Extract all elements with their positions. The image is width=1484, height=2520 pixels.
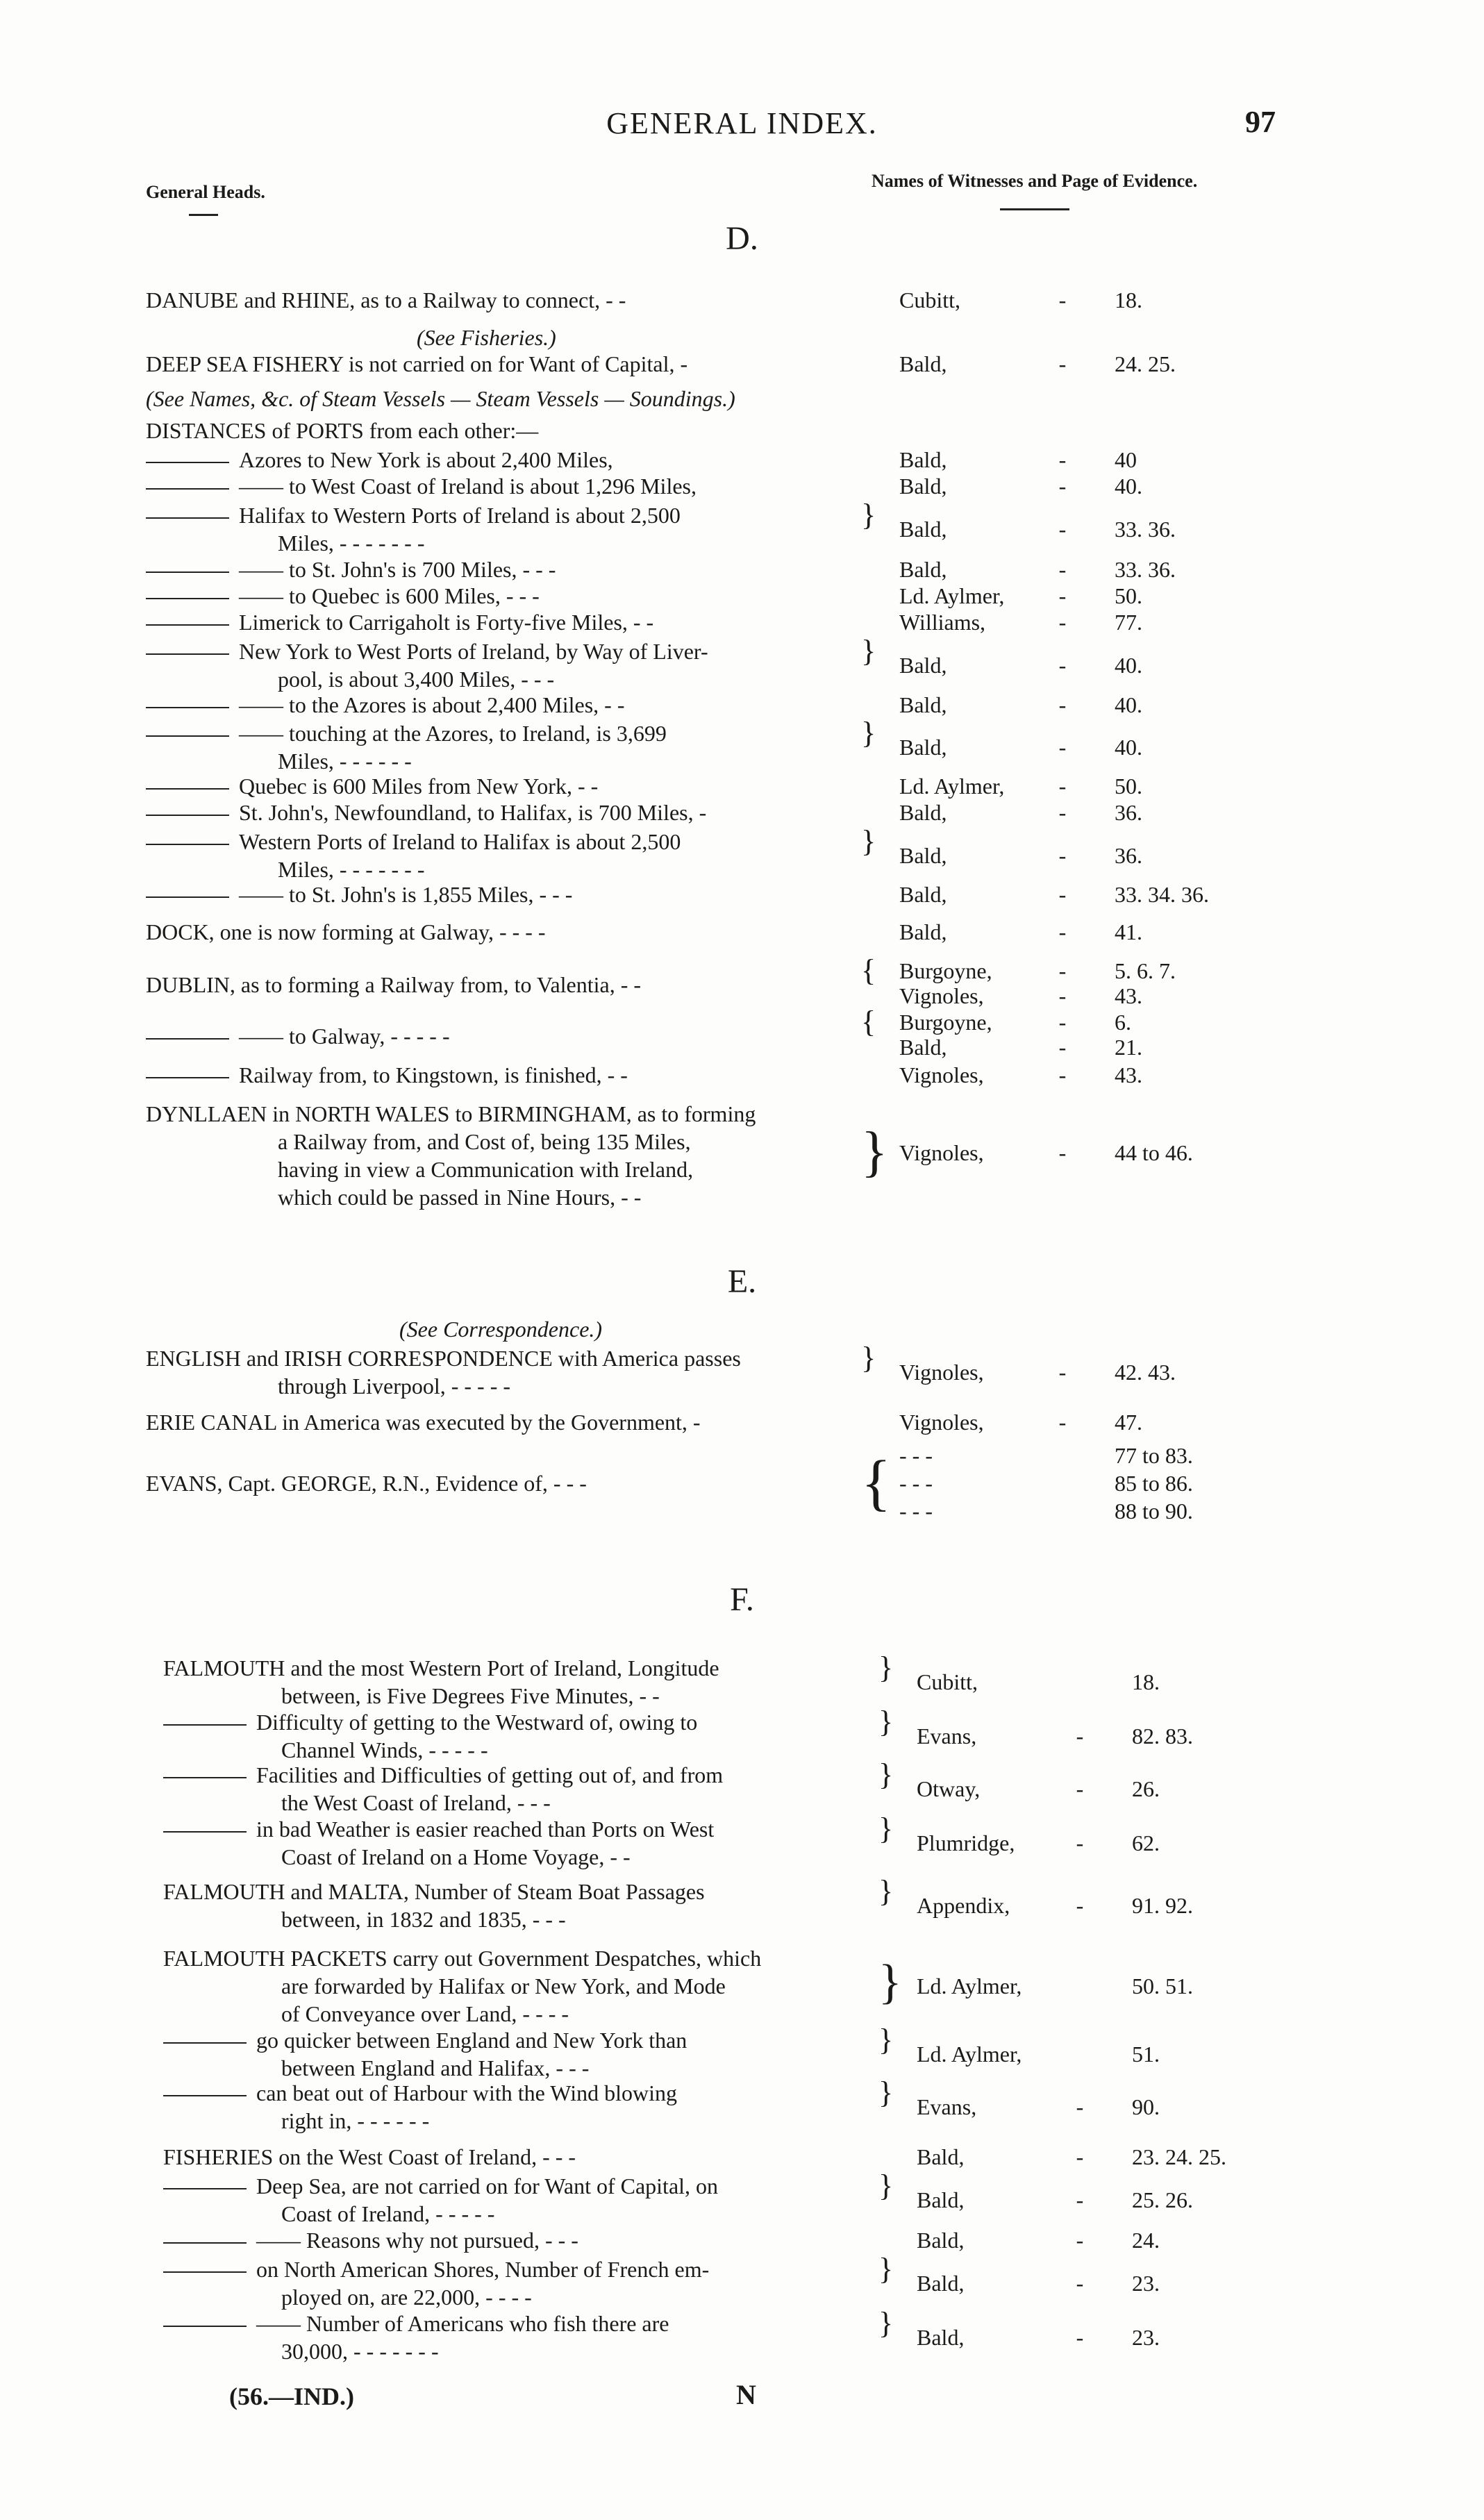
entry-text-cont: between England and Halifax, - - -	[281, 2055, 590, 2080]
entry-pages: 23. 24. 25.	[1132, 2144, 1226, 2169]
entry-text: Halifax to Western Ports of Ireland is about 2,500	[239, 503, 681, 528]
entry-text: FALMOUTH PACKETS carry out Government Despatches, which	[163, 1946, 762, 1971]
entry-text-cont: through Liverpool, - - - - -	[278, 1374, 511, 1399]
entry-witness: - - -	[899, 1471, 933, 1496]
entry-witness: Bald,	[899, 919, 947, 944]
entry-text: FISHERIES on the West Coast of Ireland, - - -	[163, 2144, 576, 2169]
entry-text: DUBLIN, as to forming a Railway from, to Valentia, - -	[146, 972, 642, 997]
entry-text: FALMOUTH and MALTA, Number of Steam Boat Passages	[163, 1879, 705, 1904]
entry-text: EVANS, Capt. GEORGE, R.N., Evidence of, - - -	[146, 1471, 587, 1496]
entry-pages: 23.	[1132, 2271, 1160, 2296]
entry-text: —— to the Azores is about 2,400 Miles, - -	[239, 692, 625, 717]
entry-witness: Burgoyne,	[899, 1010, 992, 1035]
entry-witness: Burgoyne,	[899, 958, 992, 983]
entry-text: in bad Weather is easier reached than Ports on West	[256, 1817, 715, 1842]
entry-text-cont: a Railway from, and Cost of, being 135 Miles,	[278, 1129, 691, 1154]
entry-witness: Ld. Aylmer,	[899, 583, 1005, 608]
entry-witness: Bald,	[899, 447, 947, 472]
entry-text: ERIE CANAL in America was executed by the Government, -	[146, 1410, 701, 1435]
entry-pages: 26.	[1132, 1776, 1160, 1801]
entry-witness: Bald,	[899, 882, 947, 907]
entry-text-cont: right in, - - - - - -	[281, 2108, 430, 2133]
entry-text: DOCK, one is now forming at Galway, - - - -	[146, 919, 546, 944]
entry-text-cont: having in view a Communication with Ireland,	[278, 1157, 694, 1182]
entry-witness: Plumridge,	[917, 1830, 1015, 1855]
entry-pages: 23.	[1132, 2325, 1160, 2350]
entry-text: —— to Galway, - - - - -	[239, 1024, 450, 1049]
entry-pages: 41.	[1115, 919, 1142, 944]
entry-witness: Bald,	[917, 2228, 965, 2253]
entry-witness: Bald,	[899, 474, 947, 499]
entry-witness: Vignoles,	[899, 983, 984, 1008]
page-title: GENERAL INDEX.	[606, 106, 878, 140]
entry-text-cont: Miles, - - - - - - -	[278, 857, 425, 882]
entry-pages: 40.	[1115, 692, 1142, 717]
entry-text: FALMOUTH and the most Western Port of Ireland, Longitude	[163, 1655, 719, 1680]
entry-text-cont: of Conveyance over Land, - - - -	[281, 2001, 569, 2026]
section-letter-d: D.	[726, 220, 758, 257]
entry-witness: Bald,	[917, 2187, 965, 2212]
entry-witness: Ld. Aylmer,	[899, 774, 1005, 799]
entry-witness: Otway,	[917, 1776, 981, 1801]
entry-text-cont: between, in 1832 and 1835, - - -	[281, 1907, 566, 1932]
entry-text: ENGLISH and IRISH CORRESPONDENCE with America passes	[146, 1346, 741, 1371]
entry-pages: 44 to 46.	[1115, 1140, 1193, 1165]
entry-witness: Bald,	[917, 2144, 965, 2169]
entry-pages: 6.	[1115, 1010, 1131, 1035]
entry-text-cont: 30,000, - - - - - - -	[281, 2339, 439, 2364]
entry-text: DISTANCES of PORTS from each other:—	[146, 418, 539, 443]
entry-pages: 50.	[1115, 774, 1142, 799]
entry-text: New York to West Ports of Ireland, by Way of Liver-	[239, 639, 708, 664]
entry-pages: 24.	[1132, 2228, 1160, 2253]
entry-pages: 85 to 86.	[1115, 1471, 1193, 1496]
entry-text: DEEP SEA FISHERY is not carried on for Want of Capital, -	[146, 351, 688, 376]
entry-text: go quicker between England and New York than	[256, 2028, 687, 2053]
entry-pages: 24. 25.	[1115, 351, 1176, 376]
entry-witness: Vignoles,	[899, 1062, 984, 1087]
entry-witness: Williams,	[899, 610, 986, 635]
entry-witness: Cubitt,	[899, 287, 961, 312]
section-letter-f: F.	[730, 1581, 754, 1618]
entry-pages: 43.	[1115, 1062, 1142, 1087]
entry-witness: Vignoles,	[899, 1140, 984, 1165]
entry-pages: 40.	[1115, 474, 1142, 499]
entry-text-cont: Miles, - - - - - - -	[278, 531, 425, 556]
entry-text: —— to Quebec is 600 Miles, - - -	[239, 583, 540, 608]
entry-pages: 43.	[1115, 983, 1142, 1008]
cross-reference: (See Fisheries.)	[417, 325, 556, 350]
entry-text-cont: Miles, - - - - - -	[278, 749, 412, 774]
entry-pages: 47.	[1115, 1410, 1142, 1435]
entry-text-cont: ployed on, are 22,000, - - - -	[281, 2285, 532, 2310]
cross-reference: (See Correspondence.)	[399, 1317, 603, 1342]
entry-pages: 5. 6. 7.	[1115, 958, 1176, 983]
entry-witness: Bald,	[899, 517, 947, 542]
entry-text: Western Ports of Ireland to Halifax is about 2,500	[239, 829, 681, 854]
entry-witness: Vignoles,	[899, 1410, 984, 1435]
entry-text: Deep Sea, are not carried on for Want of Capital, on	[256, 2173, 719, 2198]
entry-witness: Ld. Aylmer,	[917, 2042, 1022, 2067]
entry-pages: 25. 26.	[1132, 2187, 1193, 2212]
entry-witness: Bald,	[917, 2271, 965, 2296]
entry-pages: 88 to 90.	[1115, 1499, 1193, 1524]
entry-text-cont: which could be passed in Nine Hours, - -	[278, 1185, 642, 1210]
entry-text: —— Number of Americans who fish there are	[256, 2311, 669, 2336]
footer-code: (56.—IND.)	[229, 2383, 354, 2410]
entry-text: Quebec is 600 Miles from New York, - -	[239, 774, 599, 799]
entry-text: —— Reasons why not pursued, - - -	[256, 2228, 578, 2253]
entry-pages: 91. 92.	[1132, 1893, 1193, 1918]
entry-text: Facilities and Difficulties of getting out of, and from	[256, 1762, 724, 1787]
entry-witness: Bald,	[899, 557, 947, 582]
entry-witness: Bald,	[917, 2325, 965, 2350]
page-number: 97	[1245, 105, 1276, 139]
entry-pages: 40.	[1115, 735, 1142, 760]
entry-witness: Bald,	[899, 1035, 947, 1060]
entry-text: Azores to New York is about 2,400 Miles,	[239, 447, 613, 472]
entry-witness: - - -	[899, 1499, 933, 1524]
entry-witness: Bald,	[899, 843, 947, 868]
entry-witness: Bald,	[899, 692, 947, 717]
entry-text: on North American Shores, Number of French em-	[256, 2257, 710, 2282]
entry-pages: 40.	[1115, 653, 1142, 678]
entry-witness: Vignoles,	[899, 1360, 984, 1385]
entry-pages: 36.	[1115, 800, 1142, 825]
entry-witness: Bald,	[899, 653, 947, 678]
entry-pages: 62.	[1132, 1830, 1160, 1855]
header-rule-right	[1000, 208, 1069, 210]
entry-text: —— to St. John's is 1,855 Miles, - - -	[239, 882, 573, 907]
entry-pages: 33. 36.	[1115, 557, 1176, 582]
entry-text: —— touching at the Azores, to Ireland, is 3,699	[239, 721, 667, 746]
entry-witness: Bald,	[899, 735, 947, 760]
entry-pages: 36.	[1115, 843, 1142, 868]
entry-text-cont: Channel Winds, - - - - -	[281, 1737, 488, 1762]
entry-witness: Appendix,	[917, 1893, 1010, 1918]
entry-witness: Ld. Aylmer,	[917, 1974, 1022, 1999]
entry-text: —— to West Coast of Ireland is about 1,296 Miles,	[239, 474, 697, 499]
entry-text: Difficulty of getting to the Westward of, owing to	[256, 1710, 698, 1735]
entry-text: Railway from, to Kingstown, is finished, - -	[239, 1062, 628, 1087]
header-rule-left	[189, 214, 218, 216]
entry-pages: 77 to 83.	[1115, 1443, 1193, 1468]
entry-witness: Evans,	[917, 2094, 977, 2119]
entry-pages: 33. 36.	[1115, 517, 1176, 542]
entry-pages: 77.	[1115, 610, 1142, 635]
entry-pages: 90.	[1132, 2094, 1160, 2119]
entry-text-cont: between, is Five Degrees Five Minutes, - -	[281, 1683, 660, 1708]
column-header-witnesses: Names of Witnesses and Page of Evidence.	[872, 171, 1198, 191]
entry-pages: 18.	[1132, 1669, 1160, 1694]
entry-pages: 82. 83.	[1132, 1724, 1193, 1749]
entry-text-cont: are forwarded by Halifax or New York, and Mode	[281, 1974, 726, 1999]
entry-text: DYNLLAEN in NORTH WALES to BIRMINGHAM, as to forming	[146, 1101, 756, 1126]
entry-text: can beat out of Harbour with the Wind blowing	[256, 2080, 677, 2105]
entry-text: DANUBE and RHINE, as to a Railway to connect, - -	[146, 287, 626, 312]
entry-witness: - - -	[899, 1443, 933, 1468]
section-letter-e: E.	[727, 1263, 757, 1300]
footer-signature: N	[736, 2379, 756, 2410]
entry-witness: Cubitt,	[917, 1669, 978, 1694]
entry-text-cont: Coast of Ireland on a Home Voyage, - -	[281, 1844, 631, 1869]
entry-text-cont: the West Coast of Ireland, - - -	[281, 1790, 551, 1815]
entry-pages: 50.	[1115, 583, 1142, 608]
entry-pages: 40	[1115, 447, 1137, 472]
entry-text-cont: Coast of Ireland, - - - - -	[281, 2201, 495, 2226]
entry-pages: 33. 34. 36.	[1115, 882, 1209, 907]
entry-text: —— to St. John's is 700 Miles, - - -	[239, 557, 556, 582]
entry-pages: 51.	[1132, 2042, 1160, 2067]
entry-text: Limerick to Carrigaholt is Forty-five Miles, - -	[239, 610, 654, 635]
entry-pages: 42. 43.	[1115, 1360, 1176, 1385]
cross-reference: (See Names, &c. of Steam Vessels — Steam Vessels — Soundings.)	[146, 386, 735, 411]
entry-pages: 18.	[1115, 287, 1142, 312]
entry-witness: Evans,	[917, 1724, 977, 1749]
entry-text-cont: pool, is about 3,400 Miles, - - -	[278, 667, 555, 692]
entry-pages: 50. 51.	[1132, 1974, 1193, 1999]
entry-witness: Bald,	[899, 351, 947, 376]
entry-pages: 21.	[1115, 1035, 1142, 1060]
column-header-general-heads: General Heads.	[146, 182, 265, 202]
index-page: GENERAL INDEX. 97 General Heads. Names of Witnesses and Page of Evidence. D. DANUBE and RHINE, as to a Railway to connect, - - Cubitt, - 18. (See Fisheries.) DEEP SEA FISHERY is not carried on for Want of Capital, - Bald, - 24. 25. (See Names, &c. of Steam Vessels — Steam Vessels — Soundings.) DISTANCES of PORTS from each other:— Azores to New York is about 2,400 Miles, Bald, - 40 —— to West Coast of Ireland is about 1,296 Miles, Bald, - 40. Halifax to Western Ports of Ireland is about 2,500 Miles, - - - - - - - } Bald, - 33. 36. —— to St. John's is 700 Miles, - - - Bald, - 33. 36. —— to Quebec is 600 Miles, - - - Ld. Aylmer, - 50. Limerick to Carrigaholt is Forty-five Miles, - - Williams, - 77. New York to West Ports of Ireland, by Way of Liver- pool, is about 3,400 Miles, - - - } Bald, - 40. —— to the Azores is about 2,400 Miles, - - Bald, - 40. —— touching at the Azores, to Ireland, is 3,699 Miles, - - - - - - } Bald, - 40. Quebec is 600 Miles from New York, - - Ld. Aylmer, - 50. St. John's, Newfoundland, to Halifax, is 700 Miles, - Bald, - 36. Western Ports of Ireland to Halifax is about 2,500 Miles, - - - - - - - } Bald, - 36. —— to St. John's is 1,855 Miles, - - - Bald, - 33. 34. 36. DOCK, one is now forming at Galway, - - - - Bald, - 41. DUBLIN, as to forming a Railway from, to Valentia, - - { Burgoyne, - 5. 6. 7. Vignoles, - 43. —— to Galway, - - - - - { Burgoyne, - 6. Bald, - 21. Railway from, to Kingstown, is finished, - - Vignoles, - 43. DYNLLAEN in NORTH WALES to BIRMINGHAM, as to forming a Railway from, and Cost of, being 135 Miles, having in view a Communication with Ireland, which could be passed in Nine Hours, - - } Vignoles, - 44 to 46. E. (See Correspondence.) ENGLISH and IRISH CORRESPONDENCE with America passes through Liverpool, - - - - - } Vignoles, - 42. 43. ERIE CANAL in America was executed by the Government, - Vignoles, - 47. - - - 77 to 83. EVANS, Capt. GEORGE, R.N., Evidence of, - - - { - - - 85 to 86. - - - 88 to 90. F. FALMOUTH and the most Western Port of Ireland, Longitude between, is Five Degrees Five Minutes, - - } Cubitt, 18. Difficulty of getting to the Westward of, owing to Channel Winds, - - - - - } Evans, - 82. 83. Facilities and Difficulties of getting out of, and from the West Coast of Ireland, - - - } Otway, - 26. in bad Weather is easier reached than Ports on West Coast of Ireland on a Home Voyage, - - } Plumridge, - 62. FALMOUTH and MALTA, Number of Steam Boat Passages between, in 1832 and 1835, - - - } Appendix, - 91. 92. FALMOUTH PACKETS carry out Government Despatches, which are forwarded by Halifax or New York, and Mode of Conveyance over Land, - - - - } Ld. Aylmer, 50. 51. go quicker between England and New York than between England and Halifax, - - - } Ld. Aylmer, 51. can beat out of Harbour with the Wind blowing right in, - - - - - - } Evans, - 90. FISHERIES on the West Coast of Ireland, - - - Bald, - 23. 24. 25. Deep Sea, are not carried on for Want of Capital, on Coast of Ireland, - - - - - } Bald, - 25. 26. —— Reasons why not pursued, - - - Bald, - 24. on North American Shores, Number of French em- ployed on, are 22,000, - - - - } Bald, - 23. —— Number of Americans who fish there are 30,000, - - - - - - - } Bald, - 23. (56.—IND.) N	[0, 0, 1484, 2520]
entry-text: St. John's, Newfoundland, to Halifax, is 700 Miles, -	[239, 800, 707, 825]
entry-witness: Bald,	[899, 800, 947, 825]
